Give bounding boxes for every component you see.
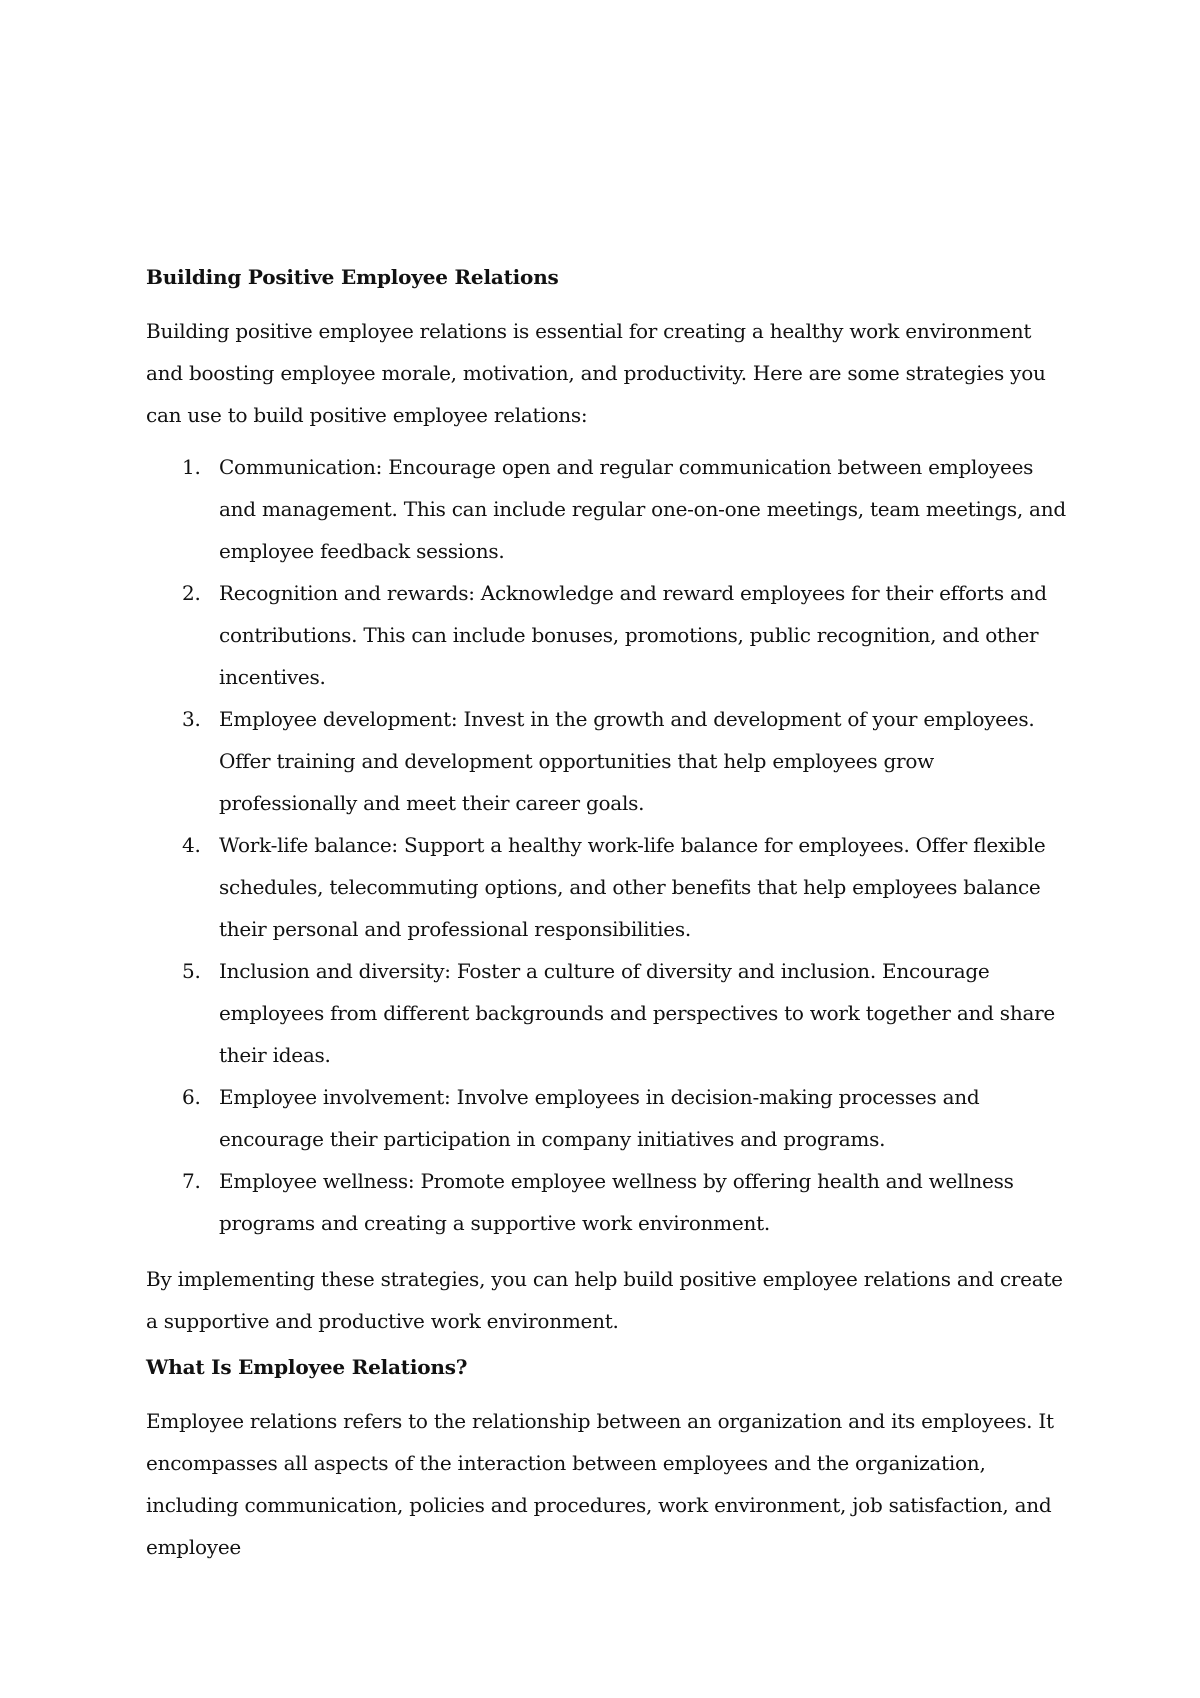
- section-heading-what-is-relations: What Is Employee Relations?: [146, 1355, 468, 1379]
- definition-paragraph: Employee relations refers to the relationship between an organization and its employees. It encompasses all aspects of the interaction between employees and the organization, including communication, policies and procedures, work environment, job satisfaction, and employee: [146, 1409, 1054, 1559]
- list-item: [146, 572, 1068, 698]
- list-item-number: 2.: [182, 581, 201, 605]
- list-item: [146, 1076, 1068, 1160]
- list-item: [146, 698, 1068, 824]
- list-item-text: Employee wellness: Promote employee wellness by offering health and wellness programs and creating a supportive work environment.: [219, 1169, 1014, 1235]
- document-content: [146, 262, 1068, 1578]
- list-item-text: Work-life balance: Support a healthy work-life balance for employees. Offer flexible schedules, telecommuting options, and other benefits that help employees balance their personal and professional responsibilities.: [219, 833, 1046, 941]
- list-item-number: 4.: [182, 833, 201, 857]
- list-item-number: 1.: [182, 455, 201, 479]
- intro-paragraph: Building positive employee relations is essential for creating a healthy work environment and boosting employee morale, motivation, and productivity. Here are some strategies you can use to build positive employee relations:: [146, 319, 1046, 427]
- list-item-text: Employee development: Invest in the growth and development of your employees. Offer training and development opportunities that help employees grow professionally and meet their career goals.: [219, 707, 1035, 815]
- list-item-text: Employee involvement: Involve employees in decision-making processes and encourage their participation in company initiatives and programs.: [219, 1085, 980, 1151]
- list-item-text: Recognition and rewards: Acknowledge and reward employees for their efforts and contributions. This can include bonuses, promotions, public recognition, and other incentives.: [219, 581, 1047, 689]
- list-item: [146, 446, 1068, 572]
- list-item-text: Communication: Encourage open and regular communication between employees and management. This can include regular one-on-one meetings, team meetings, and employee feedback sessions.: [219, 455, 1066, 563]
- conclusion-paragraph: By implementing these strategies, you can help build positive employee relations and create a supportive and productive work environment.: [146, 1267, 1063, 1333]
- section-heading-building-relations: Building Positive Employee Relations: [146, 265, 559, 289]
- strategies-list: [146, 446, 1068, 1244]
- list-item-number: 6.: [182, 1085, 201, 1109]
- list-item: [146, 950, 1068, 1076]
- list-item-number: 5.: [182, 959, 201, 983]
- list-item-number: 7.: [182, 1169, 201, 1193]
- list-item-number: 3.: [182, 707, 201, 731]
- list-item: [146, 1160, 1068, 1244]
- list-item: [146, 824, 1068, 950]
- list-item-text: Inclusion and diversity: Foster a culture of diversity and inclusion. Encourage employees from different backgrounds and perspectives to work together and share their ideas.: [219, 959, 1056, 1067]
